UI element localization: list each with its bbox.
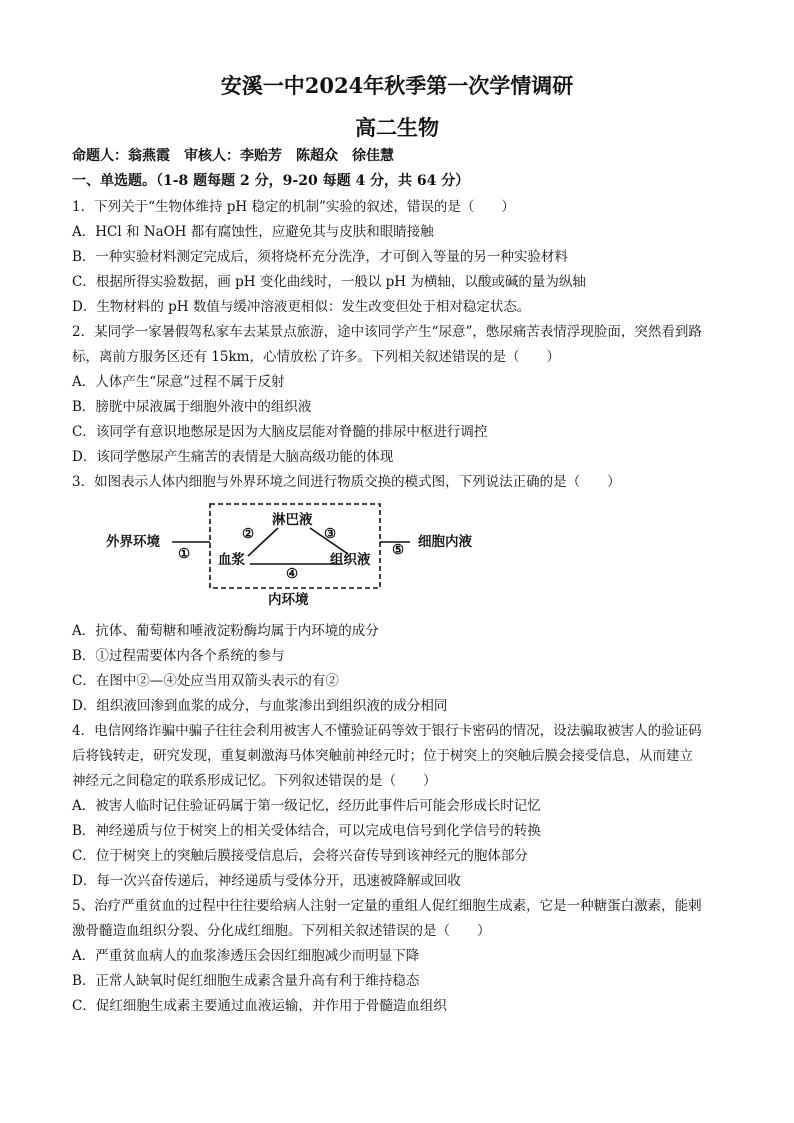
subject-title: 高二生物 (355, 115, 439, 140)
q1-option-b: B．一种实验材料测定完成后，须将烧杯充分洗净，才可倒入等量的另一种实验材料 (72, 249, 568, 265)
q5-option-b: B．正常人缺氧时促红细胞生成素含量升高有利于维持稳态 (72, 973, 420, 989)
q3-stem: 3．如图表示人体内细胞与外界环境之间进行物质交换的模式图，下列说法正确的是（ ） (72, 474, 621, 490)
q1-stem: 1．下列关于“生物体维持 pH 稳定的机制”实验的叙述，错误的是（ ） (72, 199, 515, 215)
q3-option-a: A．抗体、葡萄糖和唾液淀粉酶均属于内环境的成分 (72, 623, 379, 639)
q2-stem-line2: 标，离前方服务区还有 15km，心情放松了许多。下列相关叙述错误的是（ ） (72, 349, 560, 365)
label-outside-environment: 外界环境 (106, 534, 160, 550)
q3-option-b: B．①过程需要体内各个系统的参与 (72, 648, 285, 664)
label-n2: ② (242, 526, 255, 542)
label-lymph: 淋巴液 (272, 512, 313, 528)
q4-option-b: B．神经递质与位于树突上的相关受体结合，可以完成电信号到化学信号的转换 (72, 823, 541, 839)
q4-option-d: D．每一次兴奋传递后，神经递质与受体分开，迅速被降解或回收 (72, 873, 461, 889)
q3-option-d: D．组织液回渗到血浆的成分，与血浆渗出到组织液的成分相同 (72, 698, 448, 714)
q5-stem-line1: 5、治疗严重贫血的过程中往往要给病人注射一定量的重组人促红细胞生成素，它是一种糖蛋白激素，能刺 (72, 898, 702, 914)
label-tissue-fluid: 组织液 (330, 552, 371, 568)
q4-stem-line1: 4．电信网络诈骗中骗子往往会利用被害人不懂验证码等效于银行卡密码的情况，设法骗取被害人的验证码 (72, 723, 702, 739)
q2-option-c: C．该同学有意识地憋尿是因为大脑皮层能对脊髓的排尿中枢进行调控 (72, 424, 488, 440)
q4-stem-line2: 后将钱转走，研究发现，重复刺激海马体突触前神经元时；位于树突上的突触后膜会接受信息，从而建立 (72, 748, 693, 764)
q5-option-a: A．严重贫血病人的血浆渗透压会因红细胞减少而明显下降 (72, 948, 420, 964)
q1-option-a: A．HCl 和 NaOH 都有腐蚀性，应避免其与皮肤和眼睛接触 (72, 224, 434, 240)
label-internal-environment: 内环境 (268, 592, 309, 608)
label-n4: ④ (286, 566, 299, 582)
authors-line: 命题人：翁燕霞 审核人：李贻芳 陈超众 徐佳慧 (72, 148, 394, 164)
q1-option-d: D．生物材料的 pH 数值与缓冲溶液更相似：发生改变但处于相对稳定状态。 (72, 299, 531, 315)
q5-option-c: C．促红细胞生成素主要通过血液运输，并作用于骨髓造血组织 (72, 998, 447, 1014)
body-fluid-diagram (100, 498, 500, 610)
label-n3: ③ (324, 526, 337, 542)
q2-option-d: D．该同学憋尿产生痛苦的表情是大脑高级功能的体现 (72, 449, 394, 465)
exam-title: 安溪一中2024年秋季第一次学情调研 (220, 73, 574, 98)
q2-option-a: A．人体产生“尿意”过程不属于反射 (72, 374, 285, 390)
label-intracellular-fluid: 细胞内液 (418, 534, 472, 550)
q5-stem-line2: 激骨髓造血组织分裂、分化成红细胞。下列相关叙述错误的是（ ） (72, 923, 491, 939)
label-n1: ① (178, 546, 191, 562)
q3-option-c: C．在图中②—④处应当用双箭头表示的有② (72, 673, 339, 689)
q4-stem-line3: 神经元之间稳定的联系形成记忆。下列叙述错误的是（ ） (72, 773, 437, 789)
q4-option-c: C．位于树突上的突触后膜接受信息后，会将兴奋传导到该神经元的胞体部分 (72, 848, 528, 864)
q2-option-b: B．膀胱中尿液属于细胞外液中的组织液 (72, 399, 312, 415)
q2-stem-line1: 2．某同学一家暑假驾私家车去某景点旅游，途中该同学产生“尿意”，憋尿痛苦表情浮现脸面，突然看到路 (72, 324, 702, 340)
label-n5: ⑤ (392, 542, 405, 558)
section-heading: 一、单选题。（1-8 题每题 2 分，9-20 每题 4 分，共 64 分） (72, 173, 470, 189)
label-plasma: 血浆 (218, 552, 245, 568)
q1-option-c: C．根据所得实验数据，画 pH 变化曲线时，一般以 pH 为横轴，以酸或碱的量为纵轴 (72, 274, 586, 290)
q4-option-a: A．被害人临时记住验证码属于第一级记忆，经历此事件后可能会形成长时记忆 (72, 798, 541, 814)
